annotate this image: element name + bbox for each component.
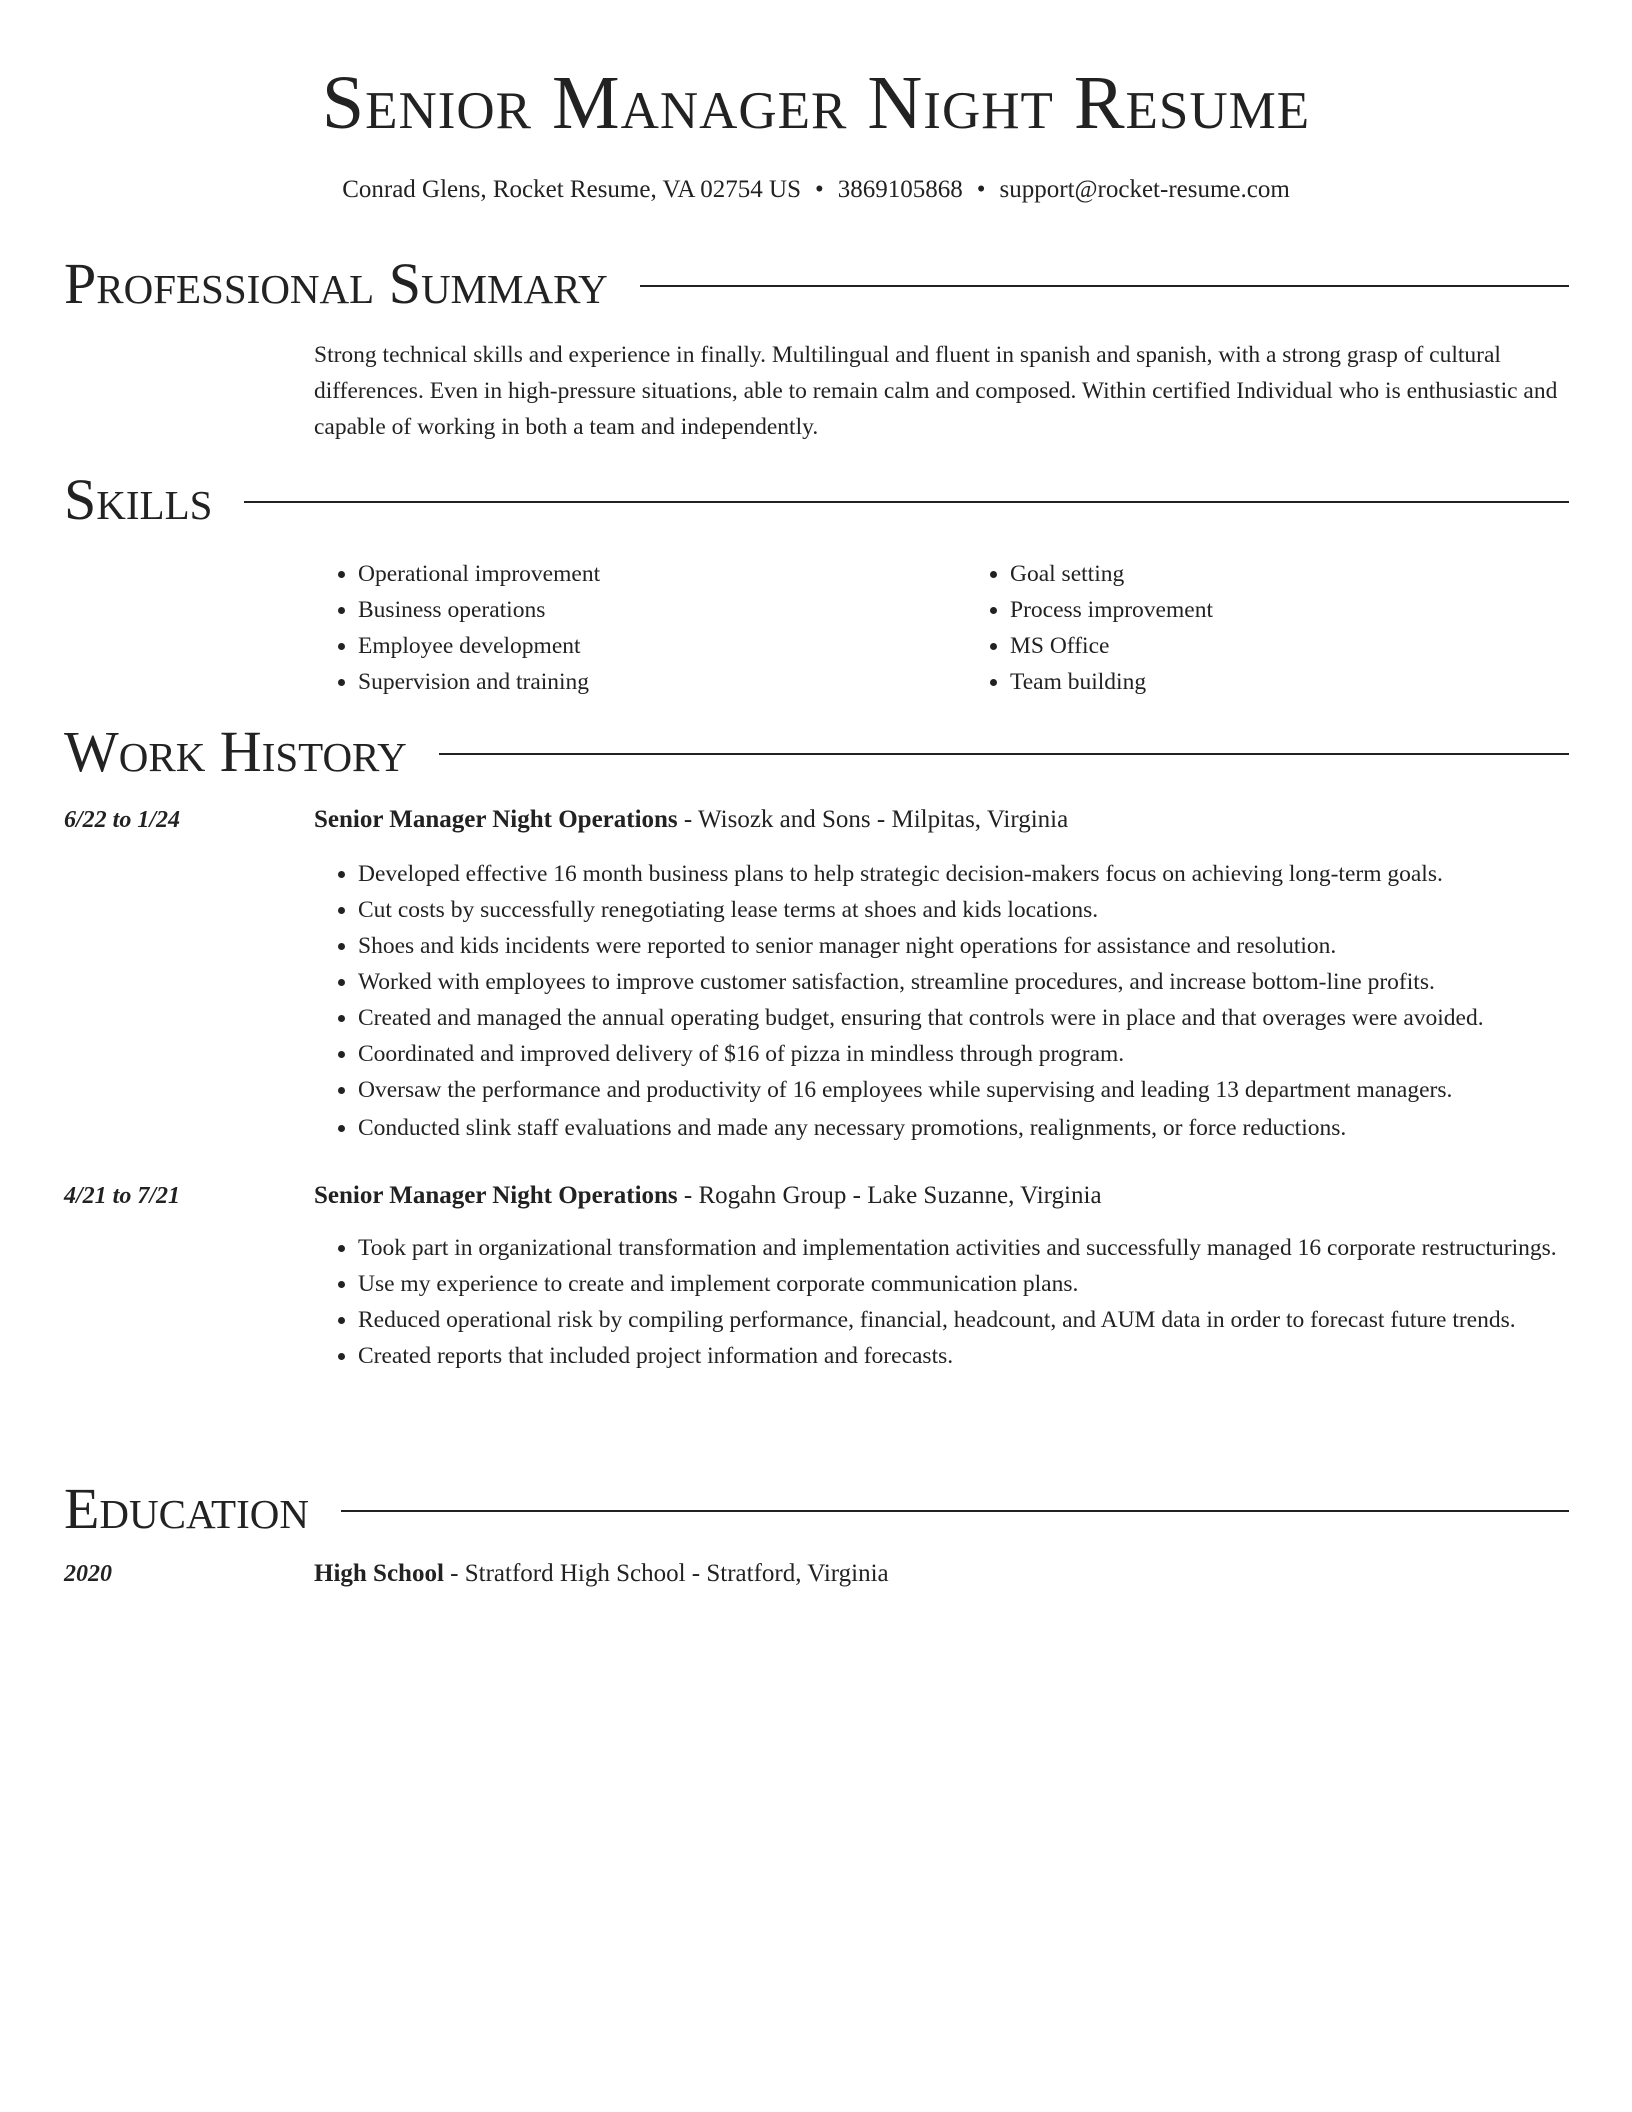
- skills-heading: Skills: [64, 467, 213, 532]
- work-section-header: [64, 720, 1569, 784]
- job-bullet: • Shoes and kids incidents were reported to senior manager night operations for assistance and resolution.: [358, 928, 1572, 964]
- job-title-line: [314, 802, 1068, 838]
- section-divider: [244, 501, 1569, 503]
- education-heading: Education: [64, 1476, 309, 1541]
- skills-list: [314, 556, 1574, 700]
- skill-item: • Supervision and training: [358, 664, 922, 700]
- skill-item: • Business operations: [358, 592, 922, 628]
- job-bullets: [314, 1230, 1572, 1374]
- skills-column-left: [314, 556, 922, 700]
- skill-item: • Employee development: [358, 628, 922, 664]
- work-heading: Work History: [64, 719, 407, 784]
- summary-text: Strong technical skills and experience in finally. Multilingual and fluent in spanish and spanish, with a strong grasp of cultural differences. Even in high-pressure situations, able to remain calm and composed. Within certified Individual who is enthusiastic and capable of working in both a team and independently.: [314, 342, 1558, 440]
- job-bullet: • Worked with employees to improve customer satisfaction, streamline procedures, and increase bottom-line profits.: [358, 964, 1572, 1000]
- skill-item: • MS Office: [1010, 628, 1574, 664]
- education-line: [314, 1556, 889, 1592]
- job-details: - Rogahn Group - Lake Suzanne, Virginia: [677, 1182, 1102, 1209]
- job-bullets: [314, 856, 1572, 1146]
- job-dates: 6/22 to 1/24: [64, 807, 181, 833]
- section-divider: [640, 285, 1569, 287]
- job-details: - Wisozk and Sons - Milpitas, Virginia: [677, 806, 1069, 833]
- contact-phone: 3869105868: [837, 176, 963, 203]
- job-bullet: • Reduced operational risk by compiling performance, financial, headcount, and AUM data in order to forecast future trends.: [358, 1302, 1572, 1338]
- job-bullet: • Use my experience to create and implement corporate communication plans.: [358, 1266, 1572, 1302]
- section-divider: [341, 1510, 1569, 1512]
- contact-address: Conrad Glens, Rocket Resume, VA 02754 US: [342, 176, 801, 203]
- job-bullet: • Developed effective 16 month business plans to help strategic decision-makers focus on achieving long-term goals.: [358, 856, 1572, 892]
- job-bullet: • Created reports that included project information and forecasts.: [358, 1338, 1572, 1374]
- skills-column-right: [966, 556, 1574, 700]
- education-details: - Stratford High School - Stratford, Virginia: [443, 1560, 889, 1587]
- job-bullet: • Oversaw the performance and productivity of 16 employees while supervising and leading 13 department managers.: [358, 1072, 1572, 1108]
- job-dates: 4/21 to 7/21: [64, 1183, 181, 1209]
- skills-section-header: [64, 468, 1569, 532]
- job-bullet: • Cut costs by successfully renegotiating lease terms at shoes and kids locations.: [358, 892, 1572, 928]
- job-title: Senior Manager Night Operations: [314, 1182, 678, 1209]
- education-section-header: [64, 1477, 1569, 1541]
- contact-separator: •: [814, 176, 824, 203]
- section-divider: [439, 753, 1569, 755]
- job-bullet: • Created and managed the annual operating budget, ensuring that controls were in place and that overages were avoided.: [358, 1000, 1572, 1036]
- job-bullet: • Took part in organizational transformation and implementation activities and successfully managed 16 corporate restructurings.: [358, 1230, 1572, 1266]
- education-year: 2020: [64, 1561, 112, 1587]
- contact-line: [0, 172, 1632, 208]
- job-title-line: [314, 1178, 1102, 1214]
- contact-email: support@rocket-resume.com: [999, 176, 1290, 203]
- skill-item: • Goal setting: [1010, 556, 1574, 592]
- summary-section-header: [64, 252, 1569, 316]
- skill-item: • Team building: [1010, 664, 1574, 700]
- education-degree: High School: [314, 1560, 444, 1587]
- resume-title: Senior Manager Night Resume: [321, 61, 1311, 145]
- job-title: Senior Manager Night Operations: [314, 806, 678, 833]
- contact-separator: •: [976, 176, 986, 203]
- job-bullet: • Conducted slink staff evaluations and made any necessary promotions, realignments, or force reductions.: [358, 1110, 1572, 1146]
- skill-item: • Process improvement: [1010, 592, 1574, 628]
- job-bullet: • Coordinated and improved delivery of $16 of pizza in mindless through program.: [358, 1036, 1572, 1072]
- skill-item: • Operational improvement: [358, 556, 922, 592]
- summary-heading: Professional Summary: [64, 251, 608, 316]
